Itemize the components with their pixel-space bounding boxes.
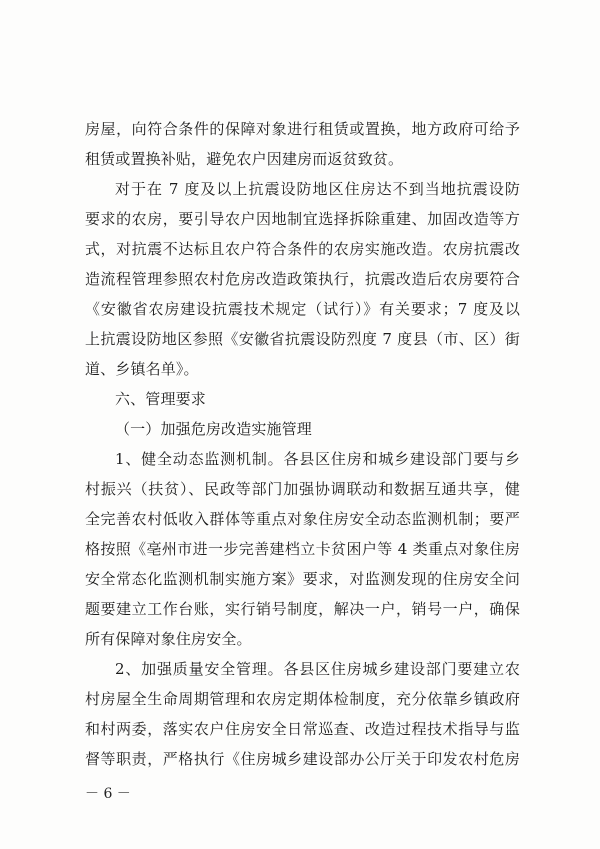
paragraph-line: 和村两委，落实农户住房安全日常巡查、改造过程技术指导与监 [85, 720, 520, 738]
paragraph-line: 督等职责，严格执行《住房城乡建设部办公厅关于印发农村危房 [85, 750, 520, 768]
paragraph-line: 全完善农村低收入群体等重点对象住房安全动态监测机制；要严 [85, 510, 520, 528]
paragraph-line: 2、加强质量安全管理。各县区住房城乡建设部门要建立农 [115, 660, 520, 678]
paragraph-line: 道、乡镇名单》。 [85, 360, 199, 378]
page-number: － 6 － [85, 786, 131, 802]
paragraph-line: 村振兴（扶贫）、民政等部门加强协调联动和数据互通共享，健 [85, 480, 520, 498]
paragraph-line: 造流程管理参照农村危房改造政策执行，抗震改造后农房要符合 [85, 270, 520, 288]
paragraph-line: 安全常态化监测机制实施方案》要求，对监测发现的住房安全问 [85, 570, 520, 588]
paragraph-line: 房屋，向符合条件的保障对象进行租赁或置换，地方政府可给予 [85, 120, 520, 138]
section-heading: 六、管理要求 [115, 390, 206, 408]
paragraph-line: 上抗震设防地区参照《安徽省抗震设防烈度 7 度县（市、区）街 [85, 330, 520, 348]
paragraph-line: 所有保障对象住房安全。 [85, 630, 252, 648]
paragraph-line: 格按照《亳州市进一步完善建档立卡贫困户等 4 类重点对象住房 [85, 540, 520, 558]
paragraph-line: 《安徽省农房建设抗震技术规定（试行）》有关要求；7 度及以 [85, 300, 520, 318]
paragraph-line: 题要建立工作台账，实行销号制度，解决一户，销号一户，确保 [85, 600, 520, 618]
paragraph-line: 村房屋全生命周期管理和农房定期体检制度，充分依靠乡镇政府 [85, 690, 520, 708]
paragraph-line: 1、健全动态监测机制。各县区住房和城乡建设部门要与乡 [115, 450, 520, 468]
paragraph-line: 要求的农房，要引导农户因地制宜选择拆除重建、加固改造等方 [85, 210, 520, 228]
paragraph-line: 对于在 7 度及以上抗震设防地区住房达不到当地抗震设防 [115, 180, 520, 198]
document-body [85, 114, 520, 774]
paragraph-line: 式，对抗震不达标且农户符合条件的农房实施改造。农房抗震改 [85, 240, 520, 258]
subsection-heading: （一）加强危房改造实施管理 [115, 420, 312, 438]
paragraph-line: 租赁或置换补贴，避免农户因建房而返贫致贫。 [85, 150, 404, 168]
